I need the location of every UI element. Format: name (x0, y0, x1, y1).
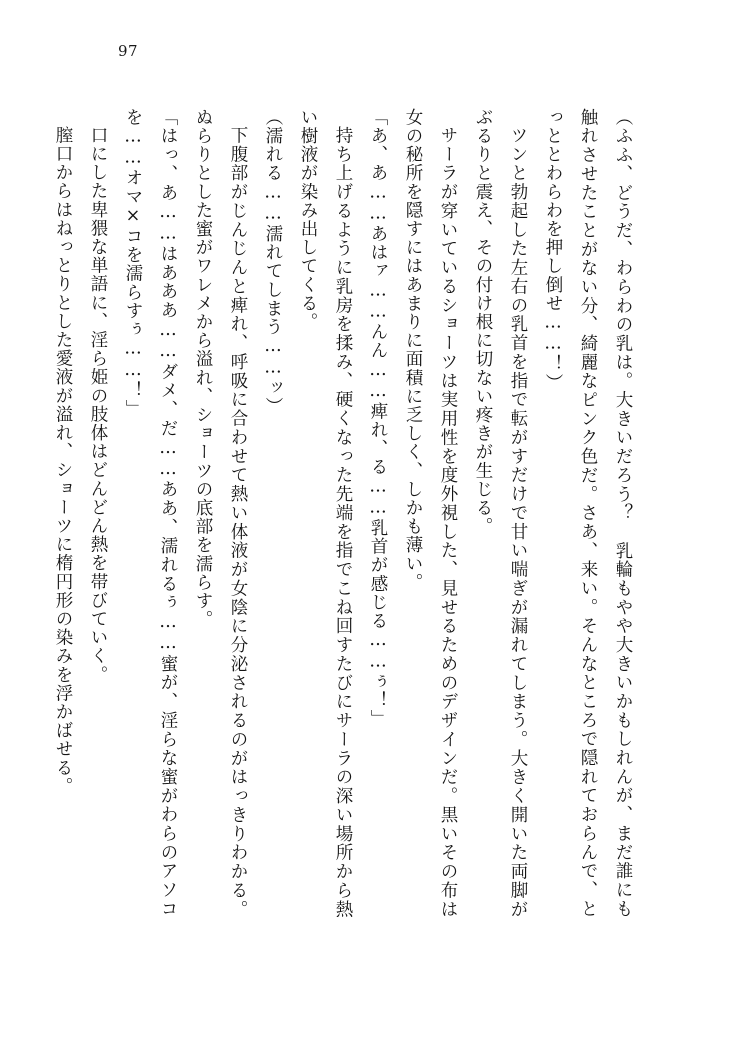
paragraph: （濡れる……濡れてしまう……ッ） (263, 108, 283, 416)
body-text (53, 108, 640, 918)
paragraph: 「あ、あ……あはァ……んん……痺れ、る……乳首が感じる……ぅ！」 (368, 108, 388, 729)
paragraph: 「はっ、あ……はあああ……ダメ、だ……ああ、濡れるぅ……蜜が、淫らな蜜がわらのアソコを……オマ×コを濡らすぅ……！」 (123, 108, 178, 918)
paragraph: サーラが穿いているショーツは実用性を度外視した、見せるためのデザインだ。黒いその布は女の秘所を隠すにはあまりに面積に乏しく、しかも薄い。 (403, 108, 458, 918)
paragraph: 口にした卑猥な単語に、淫ら姫の肢体はどんどん熱を帯びていく。 (88, 125, 108, 684)
paragraph: ツンと勃起した左右の乳首を指で転がすだけで甘い喘ぎが漏れてしまう。大きく開いた両脚がぶるりと震え、その付け根に切ない疼きが生じる。 (473, 108, 528, 918)
paragraph: （ふふ、どうだ、わらわの乳は。大きいだろう？ 乳輪もやや大きいかもしれんが、まだ誰にも触れさせたことがない分、綺麗なピンク色だ。さあ、来い。そんなところで隠れておらんで、とっととわらわを押し倒せ……！） (543, 108, 633, 918)
page-number: 97 (118, 42, 139, 60)
paragraph: 持ち上げるように乳房を揉み、硬くなった先端を指でこね回すたびにサーラの深い場所から熱い樹液が染み出してくる。 (298, 108, 353, 918)
paragraph: 下腹部がじんじんと痺れ、呼吸に合わせて熱い体液が女陰に分泌されるのがはっきりわかる。ぬらりとした蜜がワレメから溢れ、ショーツの底部を濡らす。 (193, 108, 248, 918)
paragraph: 膣口からはねっとりとした愛液が溢れ、ショーツに楕円形の染みを浮かばせる。 (53, 125, 73, 796)
